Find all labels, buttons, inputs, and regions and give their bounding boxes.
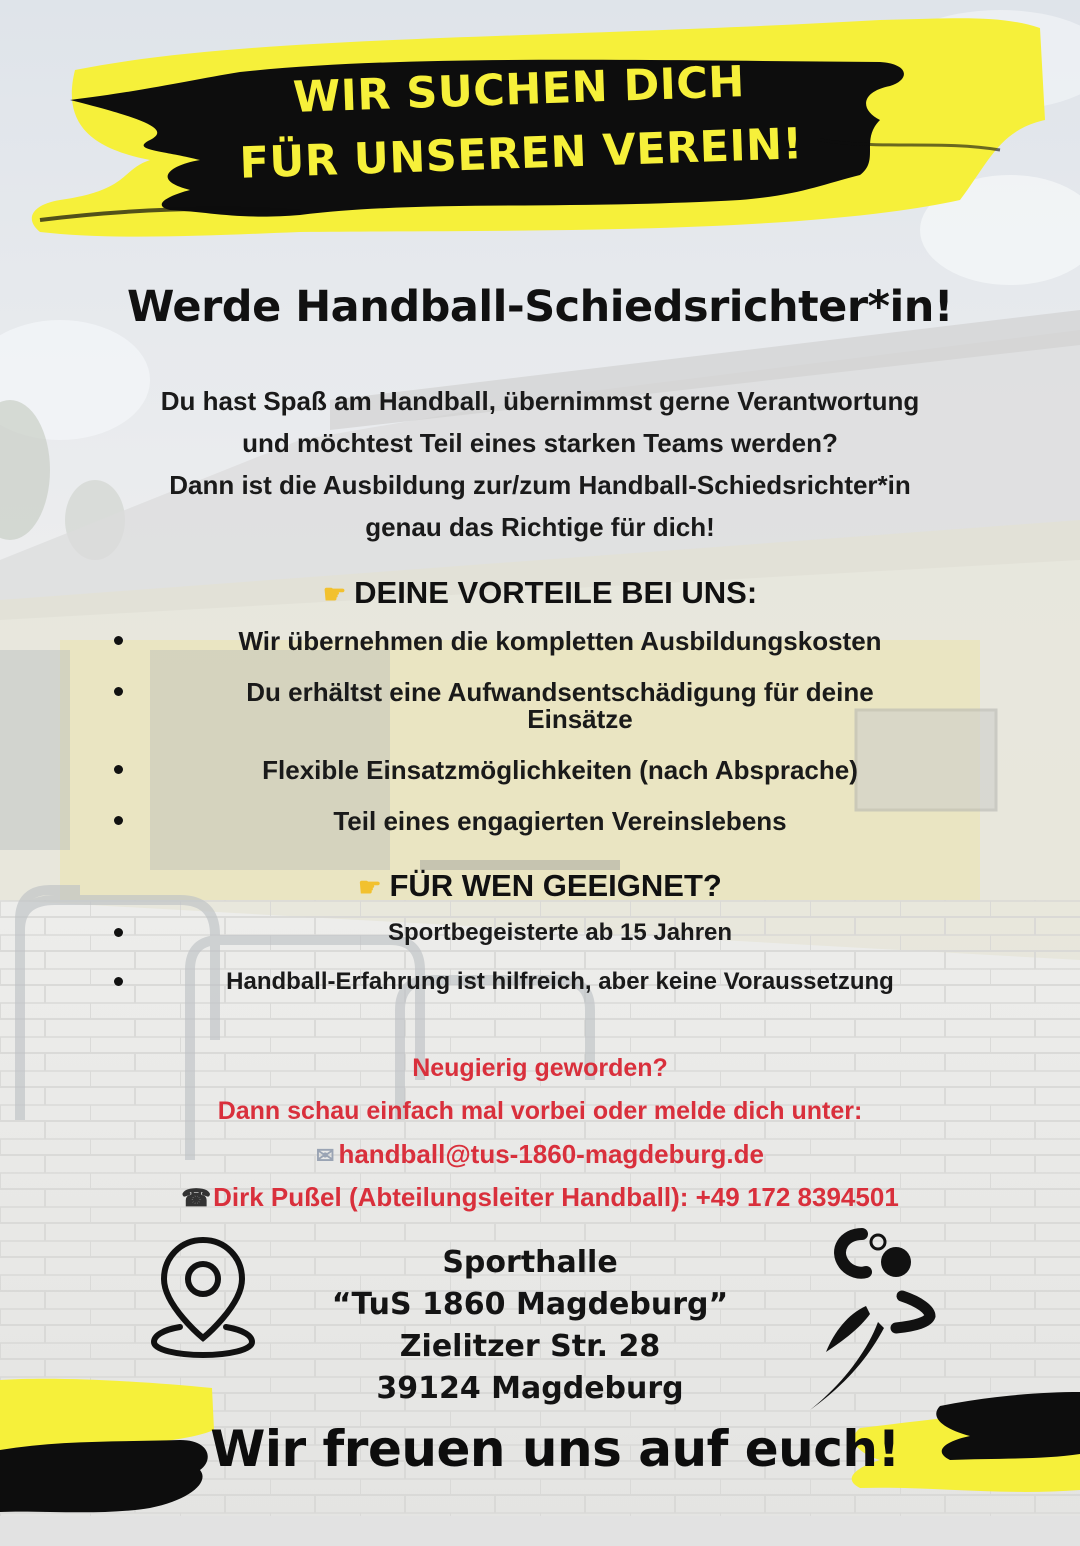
venue-line-4: 39124 Magdeburg (376, 1371, 684, 1406)
intro-paragraph (60, 380, 1020, 548)
audience-heading (0, 868, 1080, 904)
list-item (110, 628, 970, 654)
banner-heading (198, 47, 842, 197)
bullet (114, 687, 123, 696)
advantage-text: Wir übernehmen die kompletten Ausbildungskosten (238, 626, 882, 656)
advantage-text-continued: Einsätze (527, 704, 633, 734)
closing-message: Wir freuen uns auf euch! (210, 1420, 900, 1478)
list-item (110, 757, 970, 783)
venue-line-3: Zielitzer Str. 28 (399, 1329, 661, 1364)
intro-line-1: Du hast Spaß am Handball, übernimmst gerne Verantwortung (160, 386, 920, 416)
audience-heading-text: FÜR WEN GEEIGNET? (389, 868, 722, 903)
contact-email[interactable] (0, 1139, 1080, 1170)
phone-link[interactable]: Dirk Pußel (Abteilungsleiter Handball): +49 172 8394501 (213, 1182, 899, 1212)
advantages-list-item-3 (110, 757, 970, 783)
banner-line-1: WIR SUCHEN DICH (292, 57, 746, 123)
bullet (114, 636, 123, 645)
advantages-heading-text: DEINE VORTEILE BEI UNS: (354, 575, 758, 610)
contact-phone[interactable] (0, 1182, 1080, 1213)
advantages-list (110, 628, 970, 654)
list-item (110, 808, 970, 834)
list-item (110, 679, 970, 705)
intro-line-4: genau das Richtige für dich! (365, 512, 715, 542)
advantage-text: Flexible Einsatzmöglichkeiten (nach Absprache) (262, 755, 858, 785)
bullet (114, 765, 123, 774)
bullet (114, 928, 123, 937)
email-link[interactable]: handball@tus-1860-magdeburg.de (338, 1139, 764, 1169)
location-pin-icon (150, 1232, 260, 1358)
advantages-list-item-4 (110, 808, 970, 834)
audience-list-item-2 (110, 969, 970, 995)
banner-line-2: FÜR UNSEREN VEREIN! (238, 119, 804, 189)
intro-line-3: Dann ist die Ausbildung zur/zum Handball-Schiedsrichter*in (169, 470, 911, 500)
advantages-list-item-2 (110, 679, 970, 705)
phone-icon: ☎ (181, 1185, 212, 1212)
list-item (110, 969, 970, 995)
cta-line-1: Neugierig geworden? (412, 1054, 668, 1082)
cta-line-2: Dann schau einfach mal vorbei oder melde dich unter: (217, 1097, 863, 1125)
audience-list (110, 920, 970, 946)
audience-text: Sportbegeisterte ab 15 Jahren (387, 919, 733, 946)
advantages-heading (0, 575, 1080, 611)
pointing-hand-icon: ☛ (322, 579, 347, 609)
pointing-hand-icon: ☛ (358, 872, 382, 902)
bottom-strip (0, 1516, 1080, 1546)
page-title: Werde Handball-Schiedsrichter*in! (127, 282, 953, 332)
bullet (114, 816, 123, 825)
envelope-icon: ✉ (316, 1143, 335, 1168)
bullet (114, 977, 123, 986)
advantage-text: Du erhältst eine Aufwandsentschädigung für deine (246, 677, 874, 707)
venue-line-1: Sporthalle (442, 1245, 618, 1280)
venue-line-2: “TuS 1860 Magdeburg” (331, 1287, 729, 1322)
advantage-text: Teil eines engagierten Vereinslebens (333, 806, 787, 836)
intro-line-2: und möchtest Teil eines starken Teams werden? (242, 428, 838, 458)
list-item (110, 920, 970, 946)
audience-text: Handball-Erfahrung ist hilfreich, aber keine Voraussetzung (226, 968, 894, 995)
